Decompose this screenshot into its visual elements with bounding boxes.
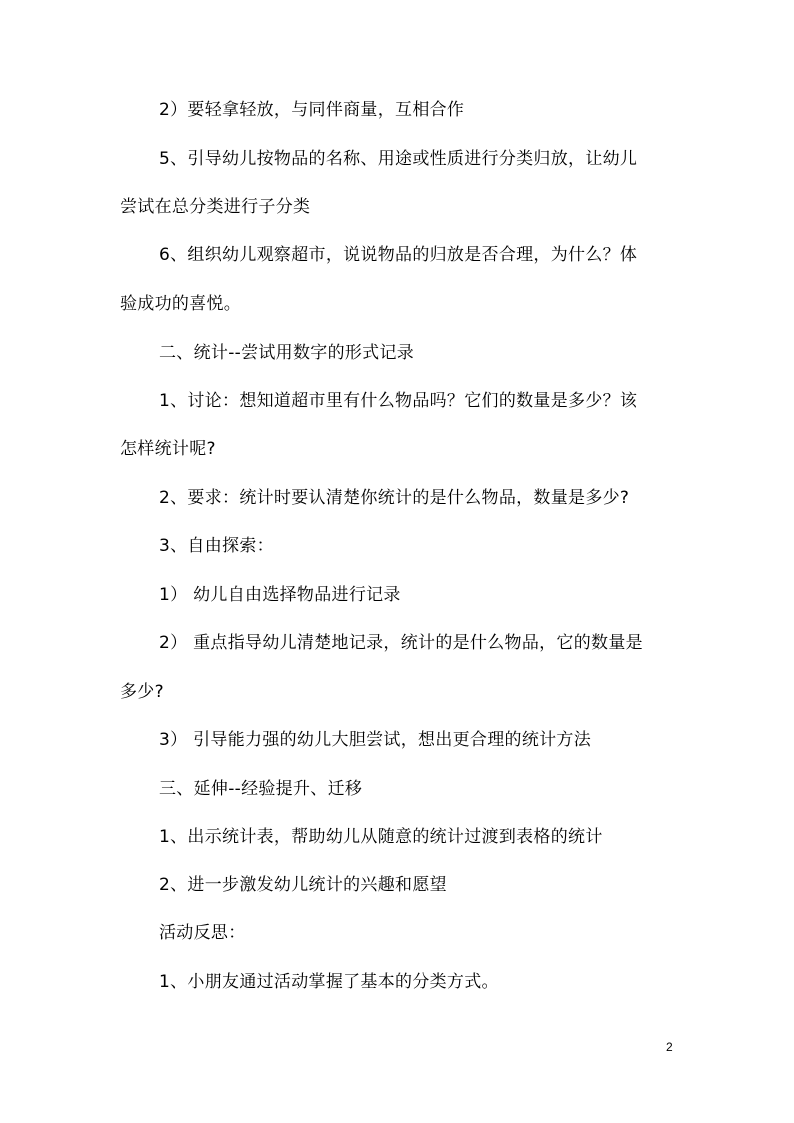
text-line-observe-supermarket: 6、组织幼儿观察超市，说说物品的归放是否合理，为什么？体 xyxy=(159,245,638,265)
text-line-careful-handling: 2）要轻拿轻放，与同伴商量，互相合作 xyxy=(159,100,465,120)
page-number: 2 xyxy=(666,1040,673,1054)
text-line-free-exploration: 3、自由探索： xyxy=(159,536,274,556)
text-line-key-guidance: 2） 重点指导幼儿清楚地记录，统计的是什么物品，它的数量是 xyxy=(159,633,643,653)
text-line-discussion-cont: 怎样统计呢? xyxy=(120,439,216,459)
text-line-classification-step: 5、引导幼儿按物品的名称、用途或性质进行分类归放，让幼儿 xyxy=(159,149,638,169)
text-line-requirement: 2、要求：统计时要认清楚你统计的是什么物品，数量是多少? xyxy=(159,488,630,508)
text-line-discussion: 1、讨论：想知道超市里有什么物品吗？它们的数量是多少？该 xyxy=(159,391,638,411)
section-heading-reflection: 活动反思： xyxy=(159,923,246,943)
text-line-free-choice: 1） 幼儿自由选择物品进行记录 xyxy=(159,585,401,605)
section-heading-extension: 三、延伸--经验提升、迁移 xyxy=(159,779,363,799)
text-line-key-guidance-cont: 多少? xyxy=(120,682,164,702)
text-line-reflection-point: 1、小朋友通过活动掌握了基本的分类方式。 xyxy=(159,972,499,992)
text-line-interest: 2、进一步激发幼儿统计的兴趣和愿望 xyxy=(159,875,447,895)
text-line-observe-supermarket-cont: 验成功的喜悦。 xyxy=(120,294,242,314)
text-line-bold-attempt: 3） 引导能力强的幼儿大胆尝试，想出更合理的统计方法 xyxy=(159,730,592,750)
text-line-statistics-table: 1、出示统计表，帮助幼儿从随意的统计过渡到表格的统计 xyxy=(159,827,603,847)
section-heading-statistics: 二、统计--尝试用数字的形式记录 xyxy=(159,343,415,363)
text-line-classification-step-cont: 尝试在总分类进行子分类 xyxy=(120,197,311,217)
